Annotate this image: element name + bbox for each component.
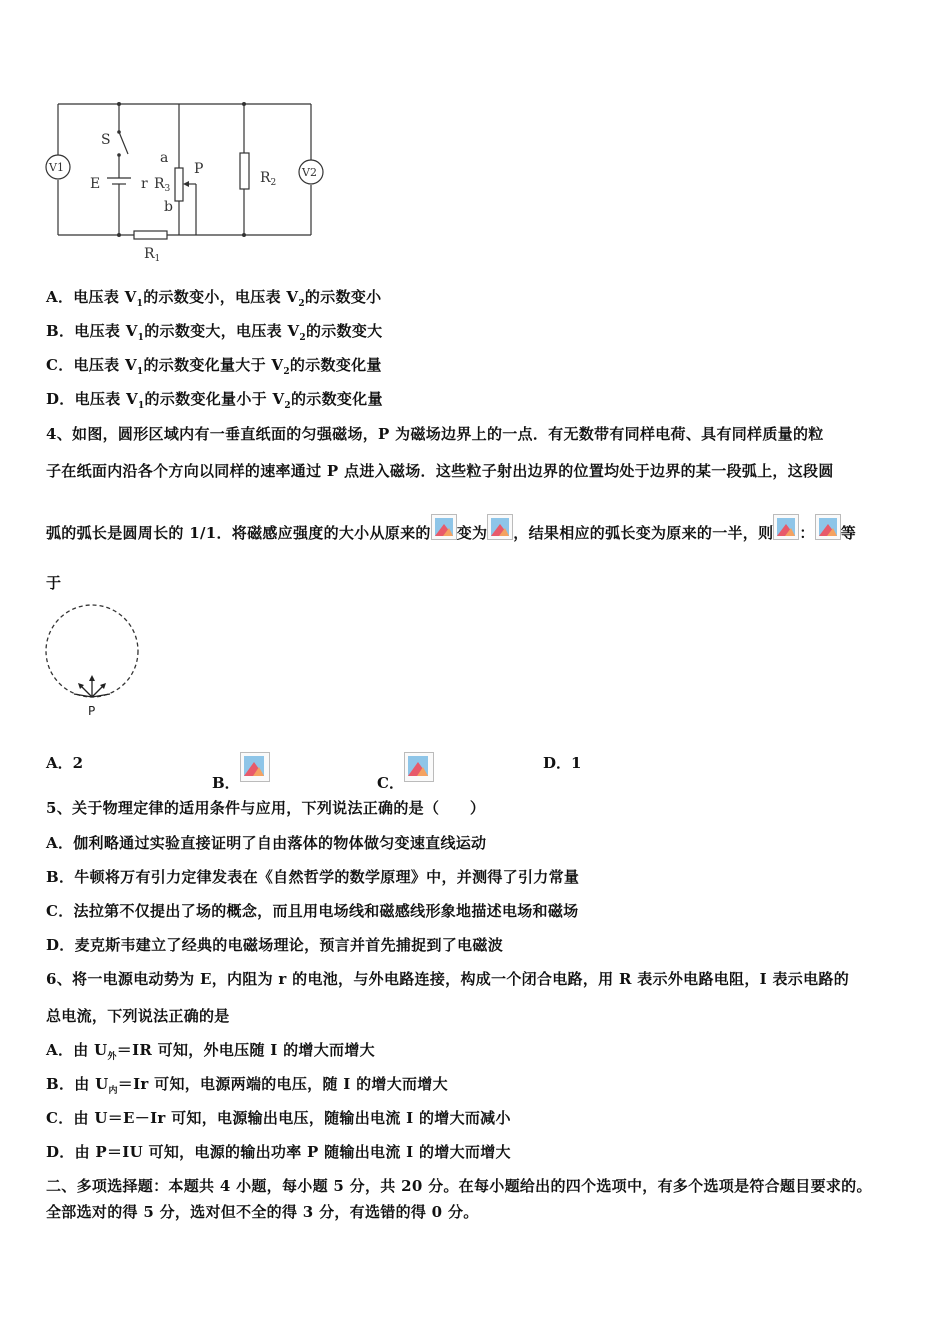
emf-label: E xyxy=(90,176,101,192)
broken-image-icon xyxy=(487,514,513,540)
q6-stem-line2: 总电流，下列说法正确的是 xyxy=(46,1007,230,1025)
q3-option-c: C．电压表 $V_1$的示数变化量大于 $V_2$的示数变化量 xyxy=(46,356,382,377)
q6-option-d: D．由 P＝IU 可知，电源的输出功率 P 随输出电流 I 的增大而增大 xyxy=(46,1143,511,1161)
q4-stem-line2: 子在纸面内沿各个方向以同样的速率通过 P 点进入磁场．这些粒子射出边界的位置均处于边界的某一段弧上，这段圆 xyxy=(46,462,834,480)
point-p-label: P xyxy=(88,704,96,718)
q5-option-b: B．牛顿将万有引力定律发表在《自然哲学的数学原理》中，并测得了引力常量 xyxy=(46,868,580,886)
terminal-a-label: a xyxy=(160,150,169,166)
section2-line1: 二、多项选择题：本题共 4 小题，每小题 5 分，共 20 分。在每小题给出的四个选项中，有多个选项是符合题目要求的。 xyxy=(46,1177,872,1195)
broken-image-icon xyxy=(431,514,457,540)
switch-label: S xyxy=(101,132,111,148)
magnetic-field-figure xyxy=(40,598,150,723)
q6-option-c: C．由 U＝E－Ir 可知，电源输出电压，随输出电流 I 的增大而减小 xyxy=(46,1109,511,1127)
internal-resistance-label: r xyxy=(141,176,148,192)
q5-stem: 5、关于物理定律的适用条件与应用，下列说法正确的是（ ） xyxy=(46,799,486,817)
voltmeter-v2-label: V2 xyxy=(302,166,317,179)
section2-line2: 全部选对的得 5 分，选对但不全的得 3 分，有选错的得 0 分。 xyxy=(46,1203,479,1221)
q4-option-d: D．1 xyxy=(543,754,582,772)
q4-option-c: C． xyxy=(377,752,434,793)
circuit-diagram xyxy=(44,92,344,272)
broken-image-icon xyxy=(773,514,799,540)
q6-stem-line1: 6、将一电源电动势为 E，内阻为 r 的电池，与外电路连接，构成一个闭合电路，用 R 表示外电路电阻，I 表示电路的 xyxy=(46,970,849,988)
q3-option-b: B．电压表 $V_1$的示数变大，电压表 $V_2$的示数变大 xyxy=(46,322,383,343)
voltmeter-v1-label: V1 xyxy=(49,161,64,174)
broken-image-icon xyxy=(240,752,270,782)
r2-label: $R_2$ xyxy=(260,170,277,188)
q4-stem-line4: 于 xyxy=(46,574,62,592)
q4-stem-line1: 4、如图，圆形区域内有一垂直纸面的匀强磁场，P 为磁场边界上的一点．有无数带有同样电荷、具有同样质量的粒 xyxy=(46,425,824,443)
q4-stem-line3: 弧的弧长是圆周长的 1/1．将磁感应强度的大小从原来的 变为 ，结果相应的弧长变为原来的一半，则 ： 等 xyxy=(46,514,856,543)
q5-option-d: D．麦克斯韦建立了经典的电磁场理论，预言并首先捕捉到了电磁波 xyxy=(46,936,504,954)
q4-option-a: A．2 xyxy=(46,754,84,772)
q5-option-c: C．法拉第不仅提出了场的概念，而且用电场线和磁感线形象地描述电场和磁场 xyxy=(46,902,579,920)
q6-option-b: B．由 $U_内=Ir$ 可知，电源两端的电压，随 I 的增大而增大 xyxy=(46,1075,448,1096)
q5-option-a: A．伽利略通过实验直接证明了自由落体的物体做匀变速直线运动 xyxy=(46,834,487,852)
slider-p-label: P xyxy=(194,161,204,177)
r3-label: $R_3$ xyxy=(154,176,171,194)
r1-label: $R_1$ xyxy=(144,246,161,264)
terminal-b-label: b xyxy=(164,199,173,215)
q6-option-a: A．由 $U_外=IR$ 可知，外电压随 I 的增大而增大 xyxy=(46,1041,375,1062)
q4-option-b: B． xyxy=(212,752,270,793)
q3-option-d: D．电压表 $V_1$的示数变化量小于 $V_2$的示数变化量 xyxy=(46,390,383,411)
broken-image-icon xyxy=(404,752,434,782)
broken-image-icon xyxy=(815,514,841,540)
q3-option-a: A．电压表 $V_1$的示数变小，电压表 $V_2$的示数变小 xyxy=(46,288,382,309)
